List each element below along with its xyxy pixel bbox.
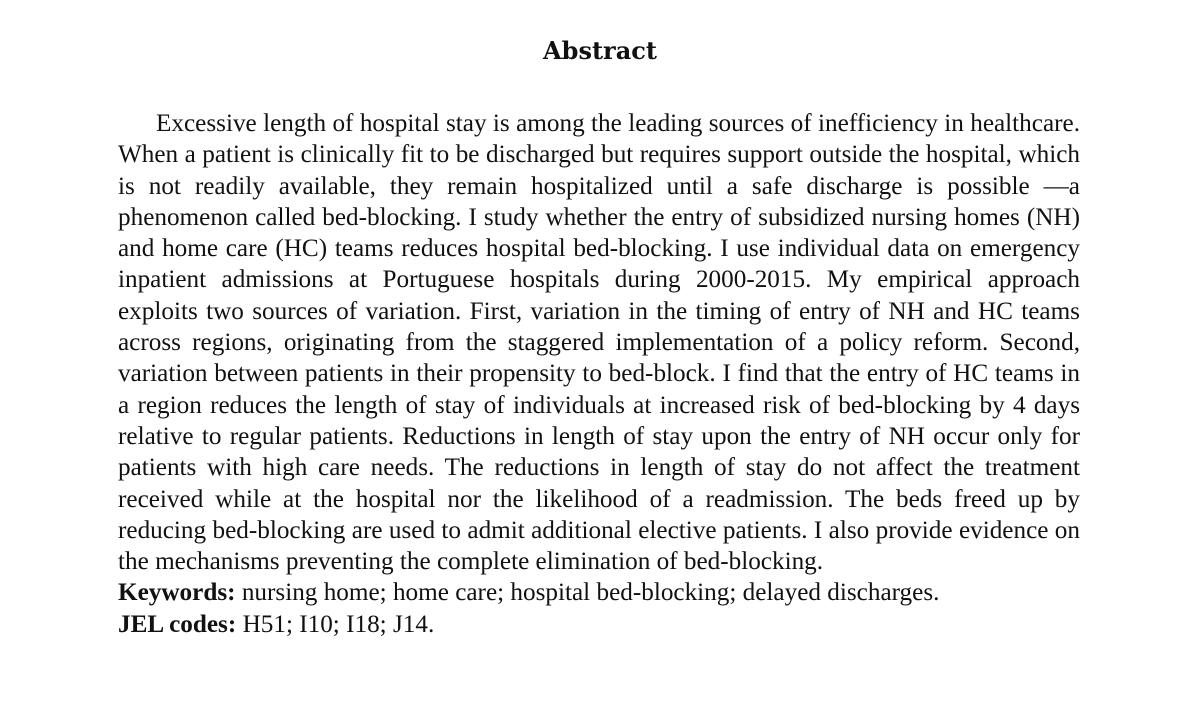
- keywords-label: Keywords:: [118, 579, 236, 607]
- jel-codes-line: [118, 609, 1080, 640]
- keywords-line: [118, 577, 1080, 608]
- abstract-paragraph: Excessive length of hospital stay is among the leading sources of inefficiency in healthcare. When a patient is clinically fit to be discharged but requires support outside the hospital, which is not readily available, they remain hospitalized until a safe discharge is possible —a phenomenon called bed-blocking. I study whether the entry of subsidized nursing homes (NH) and home care (HC) teams reduces hospital bed-blocking. I use individual data on emergency inpatient admissions at Portuguese hospitals during 2000-2015. My empirical approach exploits two sources of variation. First, variation in the timing of entry of NH and HC teams across regions, originating from the staggered implementation of a policy reform. Second, variation between patients in their propensity to bed-block. I find that the entry of HC teams in a region reduces the length of stay of individuals at increased risk of bed-blocking by 4 days relative to regular patients. Reductions in length of stay upon the entry of NH occur only for patients with high care needs. The reductions in length of stay do not affect the treatment received while at the hospital nor the likelihood of a readmission. The beds freed up by reducing bed-blocking are used to admit additional elective patients. I also provide evidence on the mechanisms preventing the complete elimination of bed-blocking.: [118, 110, 1080, 576]
- abstract-heading: Abstract: [543, 36, 657, 65]
- jel-codes-label: JEL codes:: [118, 610, 237, 638]
- jel-codes-value: H51; I10; I18; J14.: [242, 610, 435, 638]
- abstract-section: [118, 108, 1080, 640]
- keywords-value: nursing home; home care; hospital bed-blocking; delayed discharges.: [241, 579, 940, 607]
